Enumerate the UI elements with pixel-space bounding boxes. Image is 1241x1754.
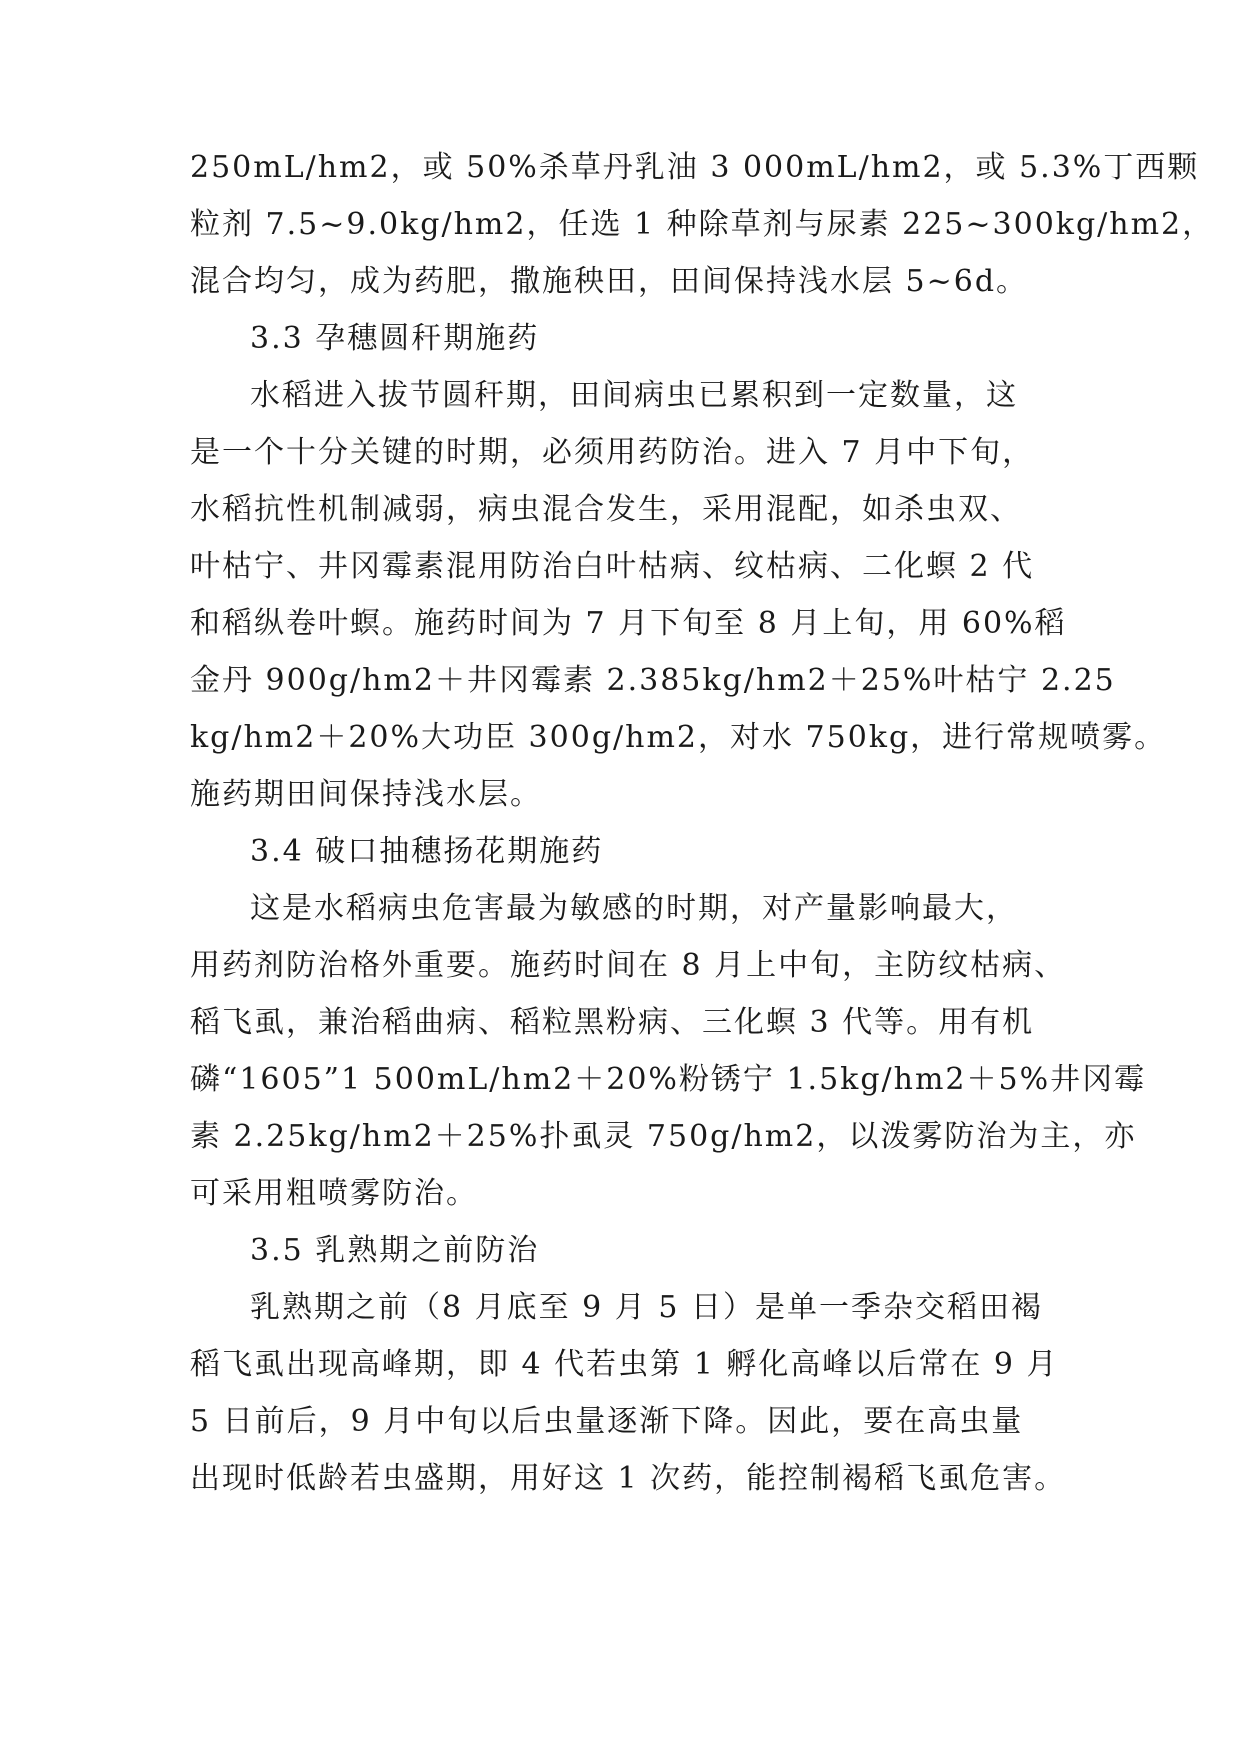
text-line: 用药剂防治格外重要。施药时间在 8 月上中旬，主防纹枯病、 (190, 948, 1067, 983)
text-line: 5 日前后，9 月中旬以后虫量逐渐下降。因此，要在高虫量 (190, 1404, 1024, 1439)
text-line: 水稻进入拔节圆秆期，田间病虫已累积到一定数量，这 (250, 378, 1018, 413)
section-heading: 3.5 乳熟期之前防治 (250, 1233, 540, 1268)
text-line: kg/hm2＋20%大功臣 300g/hm2，对水 750kg，进行常规喷雾。 (190, 720, 1167, 755)
text-line: 250mL/hm2，或 50%杀草丹乳油 3 000mL/hm2，或 5.3%丁西颗 (190, 150, 1200, 185)
text-line: 混合均匀，成为药肥，撒施秧田，田间保持浅水层 5~6d。 (190, 264, 1029, 299)
text-line: 金丹 900g/hm2＋井冈霉素 2.385kg/hm2＋25%叶枯宁 2.25 (190, 663, 1116, 698)
text-line: 叶枯宁、井冈霉素混用防治白叶枯病、纹枯病、二化螟 2 代 (190, 549, 1035, 584)
section-heading: 3.4 破口抽穗扬花期施药 (250, 834, 604, 869)
text-line: 乳熟期之前（8 月底至 9 月 5 日）是单一季杂交稻田褐 (250, 1290, 1043, 1325)
text-line: 水稻抗性机制减弱，病虫混合发生，采用混配，如杀虫双、 (190, 492, 1022, 527)
text-line: 稻飞虱出现高峰期，即 4 代若虫第 1 孵化高峰以后常在 9 月 (190, 1347, 1059, 1382)
text-line: 素 2.25kg/hm2＋25%扑虱灵 750g/hm2，以泼雾防治为主，亦 (190, 1119, 1137, 1154)
text-line: 和稻纵卷叶螟。施药时间为 7 月下旬至 8 月上旬，用 60%稻 (190, 606, 1067, 641)
text-line: 是一个十分关键的时期，必须用药防治。进入 7 月中下旬， (190, 435, 1035, 470)
text-line: 粒剂 7.5~9.0kg/hm2，任选 1 种除草剂与尿素 225~300kg/hm2， (190, 207, 1215, 242)
text-line: 施药期田间保持浅水层。 (190, 777, 542, 812)
text-line: 稻飞虱，兼治稻曲病、稻粒黑粉病、三化螟 3 代等。用有机 (190, 1005, 1035, 1040)
text-line: 磷“1605”1 500mL/hm2＋20%粉锈宁 1.5kg/hm2＋5%井冈霉 (190, 1062, 1147, 1097)
text-line: 这是水稻病虫危害最为敏感的时期，对产量影响最大， (250, 891, 1018, 926)
text-line: 可采用粗喷雾防治。 (190, 1176, 478, 1211)
section-heading: 3.3 孕穗圆秆期施药 (250, 321, 540, 356)
text-line: 出现时低龄若虫盛期，用好这 1 次药，能控制褐稻飞虱危害。 (190, 1461, 1067, 1496)
